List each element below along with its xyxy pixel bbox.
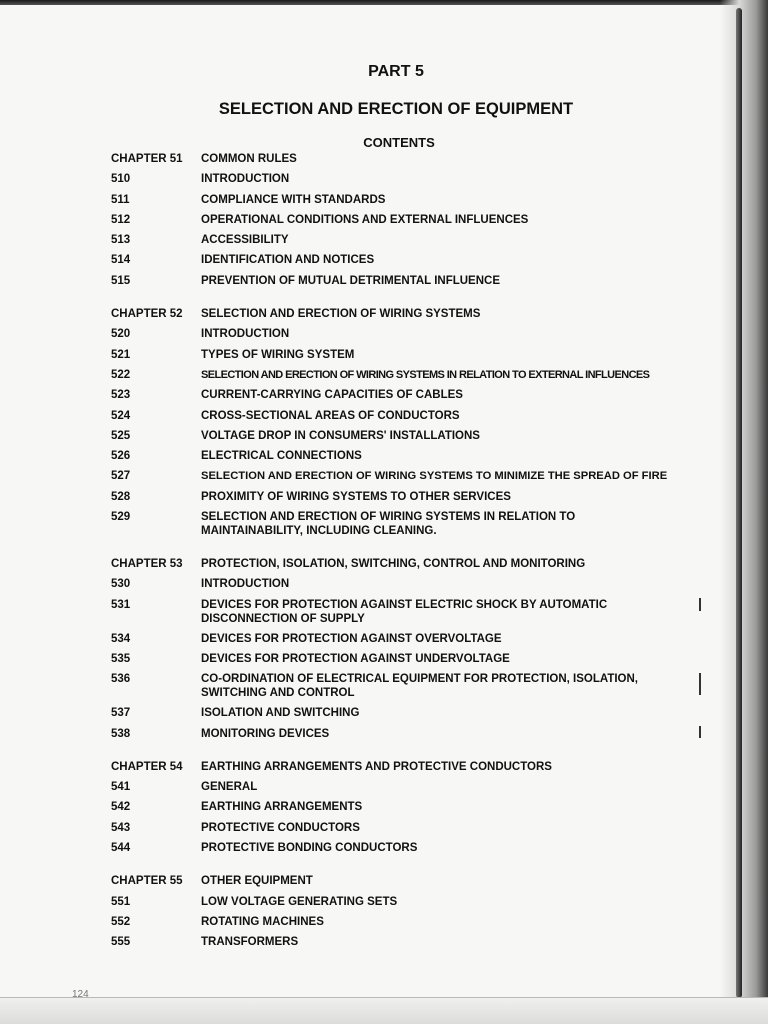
toc-text: PROXIMITY OF WIRING SYSTEMS TO OTHER SERVICES	[201, 490, 511, 503]
toc-number: 511	[111, 193, 130, 206]
toc-row	[111, 704, 711, 724]
toc-number: 536	[111, 673, 131, 686]
toc-number: 515	[111, 274, 131, 287]
toc-row	[111, 725, 711, 745]
toc-text: COMMON RULES	[201, 153, 297, 165]
page-bottom-edge	[0, 997, 768, 1024]
toc-row	[111, 170, 711, 190]
toc-text: DEVICES FOR PROTECTION AGAINST ELECTRIC SHOCK BY AUTOMATIC DISCONNECTION OF SUPPLY	[201, 598, 608, 625]
toc-row	[111, 650, 711, 670]
page-number: 124	[72, 989, 89, 1000]
revision-mark	[699, 726, 701, 738]
toc-text: TRANSFORMERS	[201, 936, 299, 949]
toc-row	[111, 231, 711, 251]
toc-text: EARTHING ARRANGEMENTS	[201, 801, 363, 814]
toc-chapter-row	[111, 305, 711, 325]
toc-text: PROTECTIVE CONDUCTORS	[201, 821, 360, 834]
toc-text: PROTECTION, ISOLATION, SWITCHING, CONTROL AND MONITORING	[201, 558, 586, 571]
toc-text: VOLTAGE DROP IN CONSUMERS' INSTALLATIONS	[201, 429, 480, 442]
toc-text: TYPES OF WIRING SYSTEM	[201, 348, 355, 361]
toc-row	[111, 488, 711, 508]
revision-mark	[699, 598, 701, 611]
page-title: SELECTION AND ERECTION OF EQUIPMENT	[218, 100, 574, 118]
toc-row	[111, 630, 711, 650]
toc-text: MONITORING DEVICES	[201, 727, 330, 740]
toc-text: INTRODUCTION	[201, 578, 290, 591]
toc-number: CHAPTER 54	[111, 760, 183, 773]
toc-text: SELECTION AND ERECTION OF WIRING SYSTEMS IN RELATION TO MAINTAINABILITY, INCLUDING CLEANING.	[201, 511, 576, 538]
toc-number: 512	[111, 213, 131, 226]
toc-number: 555	[111, 936, 131, 949]
toc-text: IDENTIFICATION AND NOTICES	[201, 254, 375, 267]
toc-number: CHAPTER 51	[111, 153, 183, 165]
toc-text: SELECTION AND ERECTION OF WIRING SYSTEMS TO MINIMIZE THE SPREAD OF FIRE	[201, 470, 668, 483]
toc-row	[111, 427, 711, 447]
toc-number: 543	[111, 821, 131, 834]
toc-row	[111, 798, 711, 818]
toc-text: SELECTION AND ERECTION OF WIRING SYSTEMS IN RELATION TO EXTERNAL INFLUENCES	[201, 368, 650, 381]
toc-chapter-row	[111, 758, 711, 778]
toc-text: INTRODUCTION	[201, 328, 290, 341]
toc-text: OPERATIONAL CONDITIONS AND EXTERNAL INFLUENCES	[201, 213, 529, 226]
toc-text: INTRODUCTION	[201, 173, 290, 186]
toc-chapter-row	[111, 872, 711, 892]
toc-row	[111, 819, 711, 839]
toc-number: 537	[111, 707, 131, 720]
toc-number: 513	[111, 234, 131, 247]
toc-row	[111, 366, 711, 386]
toc-text: LOW VOLTAGE GENERATING SETS	[201, 895, 398, 908]
toc-text: DEVICES FOR PROTECTION AGAINST OVERVOLTAGE	[201, 632, 502, 645]
toc-number: 510	[111, 173, 131, 186]
toc-row	[111, 325, 711, 345]
toc-number: 531	[111, 598, 131, 611]
toc-row	[111, 272, 711, 292]
toc-number: 520	[111, 328, 131, 341]
toc-row	[111, 447, 711, 467]
toc-text: ISOLATION AND SWITCHING	[201, 707, 360, 720]
toc-number: 525	[111, 429, 131, 442]
toc-text: EARTHING ARRANGEMENTS AND PROTECTIVE CONDUCTORS	[201, 760, 552, 773]
toc-number: 523	[111, 389, 131, 402]
toc-text: GENERAL	[201, 781, 258, 794]
toc-number: 552	[111, 915, 131, 928]
toc-row	[111, 467, 711, 487]
toc-row	[111, 893, 711, 913]
toc-number: 529	[111, 511, 131, 524]
toc-text: CURRENT-CARRYING CAPACITIES OF CABLES	[201, 389, 463, 402]
toc-number: 522	[111, 368, 131, 381]
toc-number: 514	[111, 254, 131, 267]
toc-row	[111, 839, 711, 859]
toc-row	[111, 670, 711, 704]
toc-number: 535	[111, 652, 131, 665]
toc-text: ROTATING MACHINES	[201, 915, 324, 928]
toc-number: CHAPTER 53	[111, 558, 183, 571]
toc-number: CHAPTER 55	[111, 875, 183, 888]
toc-row	[111, 251, 711, 271]
toc-text: PROTECTIVE BONDING CONDUCTORS	[201, 842, 418, 855]
toc-text: DEVICES FOR PROTECTION AGAINST UNDERVOLTAGE	[201, 652, 510, 665]
revision-mark	[699, 673, 701, 695]
toc-row	[111, 508, 711, 542]
toc-text: PREVENTION OF MUTUAL DETRIMENTAL INFLUENCE	[201, 274, 500, 287]
toc-number: CHAPTER 52	[111, 308, 183, 321]
toc-text: SELECTION AND ERECTION OF WIRING SYSTEMS	[201, 308, 481, 321]
toc-row	[111, 386, 711, 406]
page-binding-edge	[736, 8, 742, 998]
toc-row	[111, 346, 711, 366]
toc-number: 551	[111, 895, 131, 908]
contents-heading: CONTENTS	[363, 135, 435, 150]
toc-number: 521	[111, 348, 131, 361]
toc-text: CROSS-SECTIONAL AREAS OF CONDUCTORS	[201, 409, 460, 422]
toc-text: ELECTRICAL CONNECTIONS	[201, 450, 362, 463]
toc-row	[111, 913, 711, 933]
toc-number: 544	[111, 842, 131, 855]
toc-number: 542	[111, 801, 131, 814]
toc-number: 534	[111, 632, 131, 645]
toc-number: 538	[111, 727, 131, 740]
toc-row	[111, 778, 711, 798]
toc-chapter-row	[111, 555, 711, 575]
toc-row	[111, 191, 711, 211]
toc-row	[111, 211, 711, 231]
toc-chapter-row	[111, 150, 711, 170]
page-binding-shadow	[720, 0, 768, 1024]
toc-text: OTHER EQUIPMENT	[201, 875, 313, 888]
toc-number: 530	[111, 578, 131, 591]
toc-row	[111, 575, 711, 595]
toc-number: 527	[111, 470, 131, 483]
part-heading: PART 5	[368, 63, 424, 80]
toc-number: 541	[111, 781, 131, 794]
toc-text: COMPLIANCE WITH STANDARDS	[201, 193, 386, 206]
toc-row	[111, 933, 711, 953]
toc-text: ACCESSIBILITY	[201, 234, 289, 247]
toc-text: CO-ORDINATION OF ELECTRICAL EQUIPMENT FOR PROTECTION, ISOLATION, SWITCHING AND CONTROL	[201, 673, 638, 700]
toc-number: 524	[111, 409, 131, 422]
toc-number: 526	[111, 450, 131, 463]
page-top-edge	[0, 0, 768, 5]
table-of-contents	[111, 150, 711, 954]
toc-row	[111, 596, 711, 630]
toc-number: 528	[111, 490, 131, 503]
toc-row	[111, 407, 711, 427]
